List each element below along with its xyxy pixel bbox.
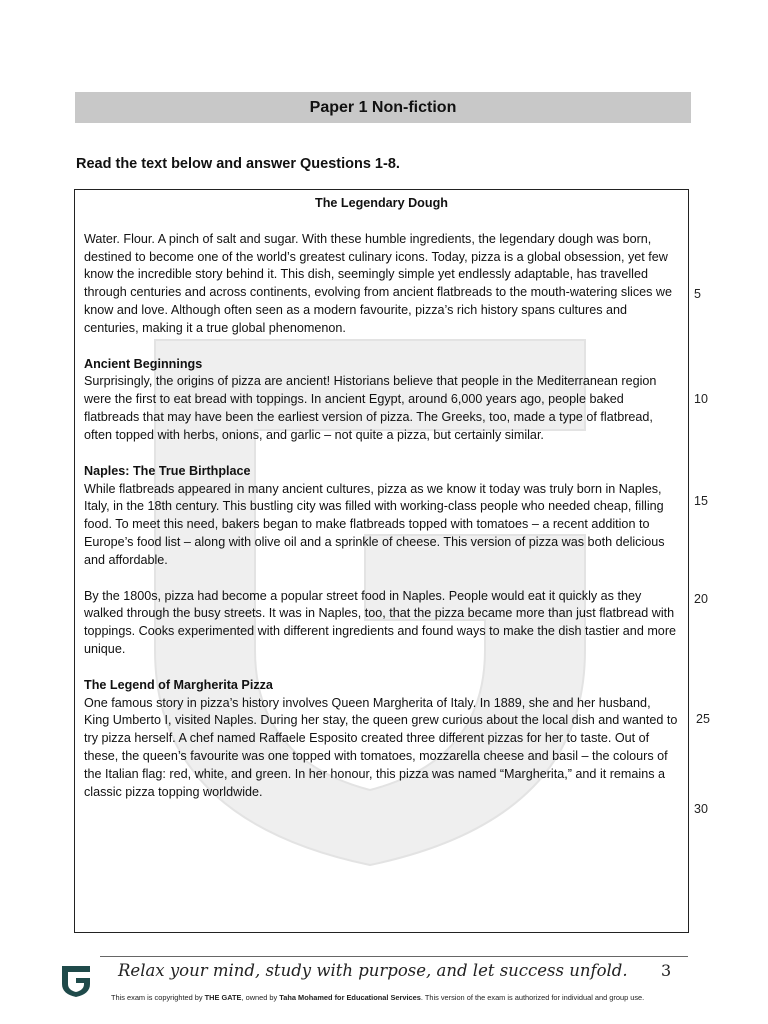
copyright-text: . This version of the exam is authorized for individual and group use. [420, 993, 645, 1002]
copyright-notice [111, 993, 644, 1002]
passage-title: The Legendary Dough [315, 196, 448, 210]
footer-divider [100, 956, 688, 957]
section-street-food-paragraph [84, 588, 679, 659]
section-heading: Ancient Beginnings [84, 356, 203, 371]
page-number: 3 [661, 961, 672, 980]
line-number: 10 [694, 392, 708, 406]
page-title: Paper 1 Non-fiction [309, 98, 457, 116]
copyright-text: , owned by [241, 993, 280, 1002]
question-instruction: Read the text below and answer Questions 1-8. [76, 156, 400, 172]
passage-box [74, 189, 689, 933]
line-number: 30 [694, 802, 708, 816]
gate-logo-icon [60, 964, 92, 998]
section-naples-birthplace [84, 463, 679, 570]
section-body: One famous story in pizza’s history involves Queen Margherita of Italy. In 1889, she and her husband, King Umberto I, visited Naples. During her stay, the queen grew curious about the local dish and wanted to try pizza herself. A chef named Raffaele Esposito created three different pizzas for her to taste. Out of these, the queen’s favourite was one topped with tomatoes, mozzarella cheese and basil – the colours of the Italian flag: red, white, and green. In her honour, this pizza was named “Margherita,” and it remains a classic pizza topping worldwide. [84, 695, 678, 799]
section-margherita-legend [84, 677, 679, 802]
section-heading: Naples: The True Birthplace [84, 463, 251, 478]
section-body: While flatbreads appeared in many ancient cultures, pizza as we know it today was truly born in Naples, Italy, in the 18th century. This bustling city was filled with working-class people who needed cheap, filling food. To meet this need, bakers began to make flatbreads topped with tomatoes – a recent addition to Europe’s food list – along with olive oil and a sprinkle of cheese. This version of pizza was both delicious and affordable. [84, 481, 665, 567]
copyright-text: This exam is copyrighted by [111, 993, 205, 1002]
line-number: 20 [694, 592, 708, 606]
line-number: 5 [694, 287, 701, 301]
copyright-brand: THE GATE [204, 993, 242, 1002]
passage-intro-paragraph: Water. Flour. A pinch of salt and sugar. With these humble ingredients, the legendary dough was born, destined to become one of the world’s greatest culinary icons. Today, pizza is a global obsession, yet few know the incredible story behind it. This dish, seemingly simple yet endlessly adaptable, has travelled through centuries and across continents, evolving from ancient flatbreads to the mouth-watering slices we know and love. Although often seen as a modern favourite, pizza’s rich history spans cultures and centuries, making it a true global phenomenon. [84, 231, 673, 335]
line-number: 25 [696, 712, 710, 726]
section-body: By the 1800s, pizza had become a popular street food in Naples. People would eat it quickly as they walked through the busy streets. It was in Naples, too, that the pizza became more than just flatbread with toppings. Cooks experimented with different ingredients and found ways to make the dish tastier and more unique. [84, 588, 677, 657]
section-heading: The Legend of Margherita Pizza [84, 677, 273, 692]
section-body: Surprisingly, the origins of pizza are ancient! Historians believe that people in the Mediterranean region were the first to eat bread with toppings. In ancient Egypt, around 6,000 years ago, people baked flatbreads that may have been the earliest version of pizza. The Greeks, too, made a type of flatbread, often topped with herbs, onions, and garlic – not quite a pizza, but certainly similar. [84, 374, 657, 442]
footer-motto: Relax your mind, study with purpose, and let success unfold. [118, 961, 628, 980]
section-ancient-beginnings [84, 356, 679, 445]
copyright-owner: Taha Mohamed for Educational Services [279, 993, 421, 1002]
line-number: 15 [694, 494, 708, 508]
section-title-bar [75, 92, 691, 123]
